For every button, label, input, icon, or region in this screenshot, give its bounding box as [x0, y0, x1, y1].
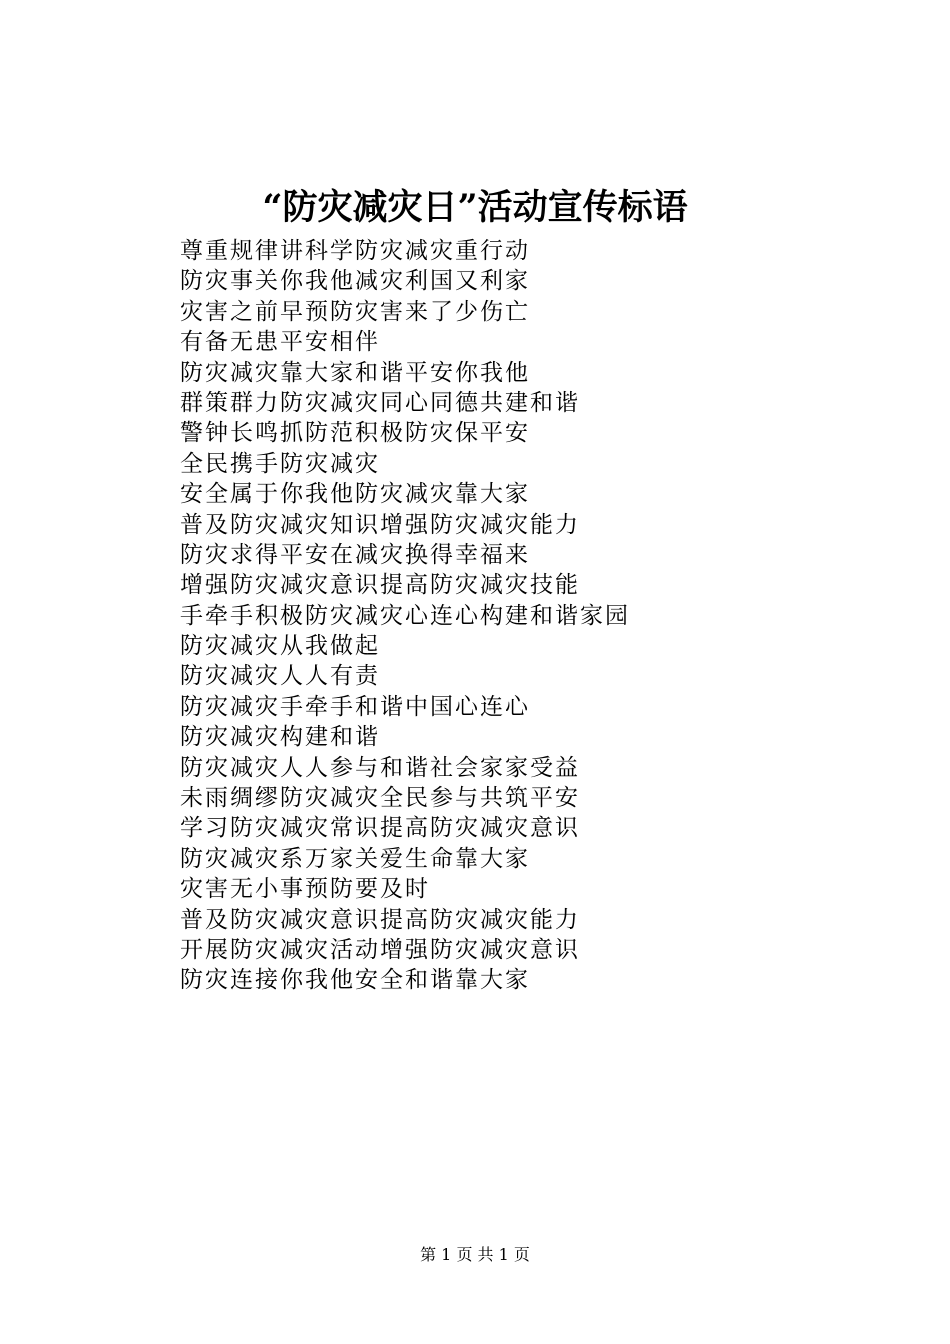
- slogan-line: 防灾减灾系万家关爱生命靠大家: [180, 845, 530, 872]
- slogan-line: 安全属于你我他防灾减灾靠大家: [180, 481, 530, 508]
- slogan-line: 防灾连接你我他安全和谐靠大家: [180, 967, 530, 994]
- slogan-line: 防灾求得平安在减灾换得幸福来: [180, 541, 530, 568]
- slogan-line: 手牵手积极防灾减灾心连心构建和谐家园: [180, 602, 630, 629]
- slogan-line: 学习防灾减灾常识提高防灾减灾意识: [180, 815, 580, 842]
- slogan-line: 普及防灾减灾意识提高防灾减灾能力: [180, 906, 580, 933]
- slogan-line: 防灾减灾从我做起: [180, 633, 380, 660]
- page-footer: 第 1 页 共 1 页: [420, 1245, 530, 1264]
- slogan-line: 防灾减灾构建和谐: [180, 724, 380, 751]
- slogan-line: 群策群力防灾减灾同心同德共建和谐: [180, 389, 580, 416]
- slogan-line: 全民携手防灾减灾: [180, 450, 380, 477]
- slogan-line: 增强防灾减灾意识提高防灾减灾技能: [180, 572, 580, 599]
- slogan-line: 警钟长鸣抓防范积极防灾保平安: [180, 420, 530, 447]
- slogan-line: 灾害无小事预防要及时: [180, 876, 430, 903]
- slogan-line: 普及防灾减灾知识增强防灾减灾能力: [180, 511, 580, 538]
- slogan-line: 灾害之前早预防灾害来了少伤亡: [180, 298, 530, 325]
- slogan-line: 防灾减灾手牵手和谐中国心连心: [180, 693, 530, 720]
- slogan-line: 有备无患平安相伴: [180, 329, 380, 356]
- slogan-line: 未雨绸缪防灾减灾全民参与共筑平安: [180, 785, 580, 812]
- slogan-line: 防灾减灾人人参与和谐社会家家受益: [180, 754, 580, 781]
- slogan-line: 防灾事关你我他减灾利国又利家: [180, 268, 530, 295]
- document-title: “防灾减灾日”活动宣传标语: [262, 187, 688, 228]
- slogan-list: [180, 236, 630, 996]
- slogan-line: 尊重规律讲科学防灾减灾重行动: [180, 238, 530, 264]
- slogan-line: 开展防灾减灾活动增强防灾减灾意识: [180, 936, 580, 963]
- slogan-line: 防灾减灾人人有责: [180, 663, 380, 690]
- slogan-line: 防灾减灾靠大家和谐平安你我他: [180, 359, 530, 386]
